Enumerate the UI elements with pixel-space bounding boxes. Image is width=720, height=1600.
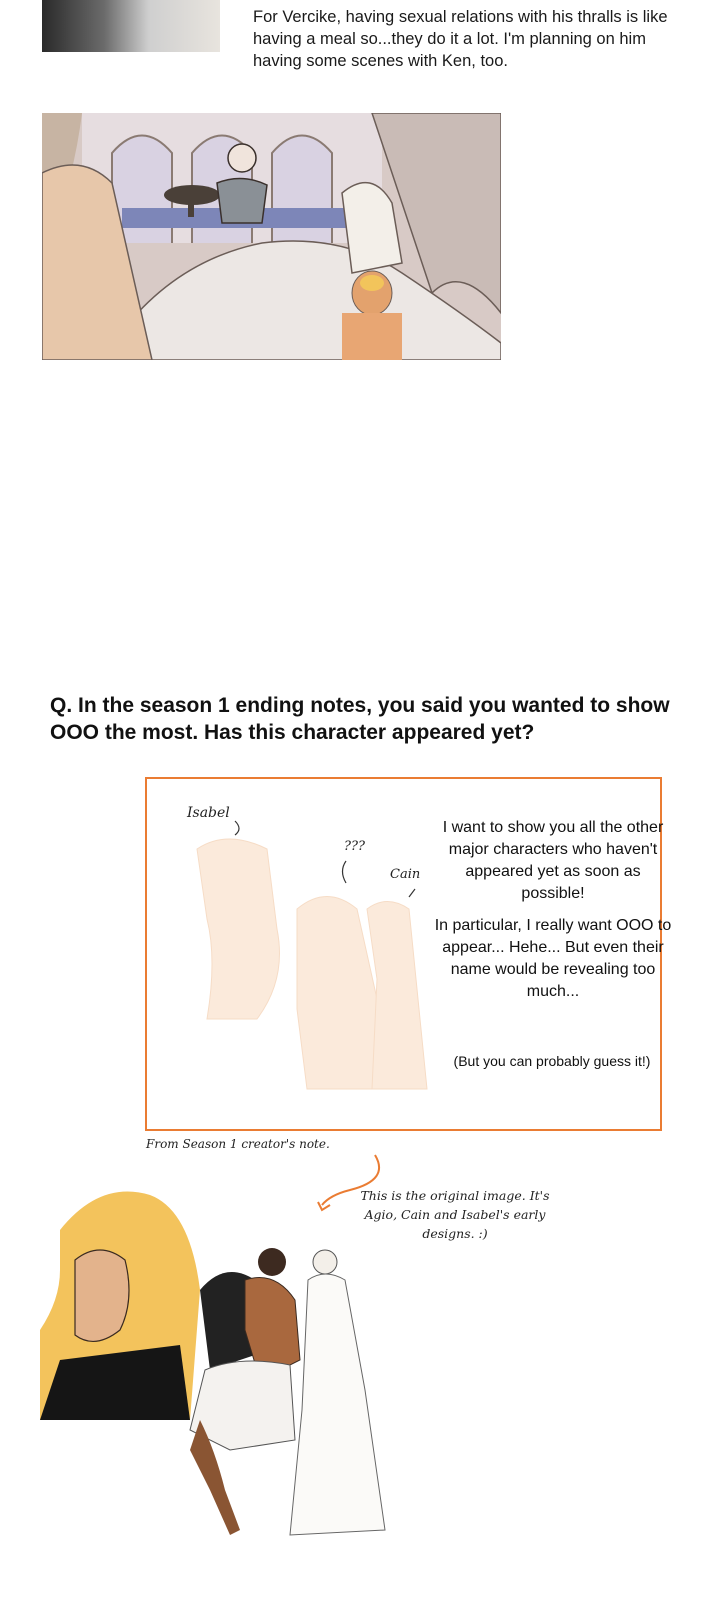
label-unknown: ??? — [344, 839, 365, 854]
caption-source: From Season 1 creator's note. — [146, 1137, 330, 1151]
note-paragraph-2: In particular, I really want OOO to appear... Hehe... But even their name would be revealing too much... — [434, 917, 672, 1000]
note-aside: (But you can probably guess it!) — [453, 1053, 651, 1069]
creator-note-box — [145, 777, 672, 1131]
faded-characters-sketch — [147, 779, 467, 1129]
question-heading: Q. In the season 1 ending notes, you said you wanted to show OOO the most. Has this character appeared yet? — [50, 694, 670, 744]
caption-original: This is the original image. It's Agio, Cain and Isabel's early designs. :) — [360, 1188, 550, 1241]
note-paragraph-1: I want to show you all the other major characters who haven't appeared yet as soon as possible! — [442, 819, 664, 902]
label-cain: Cain — [390, 867, 421, 882]
label-isabel: Isabel — [187, 805, 230, 821]
comic-panel-illustration — [42, 113, 501, 360]
top-comic-panel-fragment — [42, 0, 220, 52]
comic-panel-image — [42, 113, 501, 360]
note-text — [433, 817, 673, 1003]
intro-paragraph: For Vercike, having sexual relations with his thralls is like having a meal so...they do it a lot. I'm planning on him having some scenes with Ken, too. — [253, 8, 668, 70]
